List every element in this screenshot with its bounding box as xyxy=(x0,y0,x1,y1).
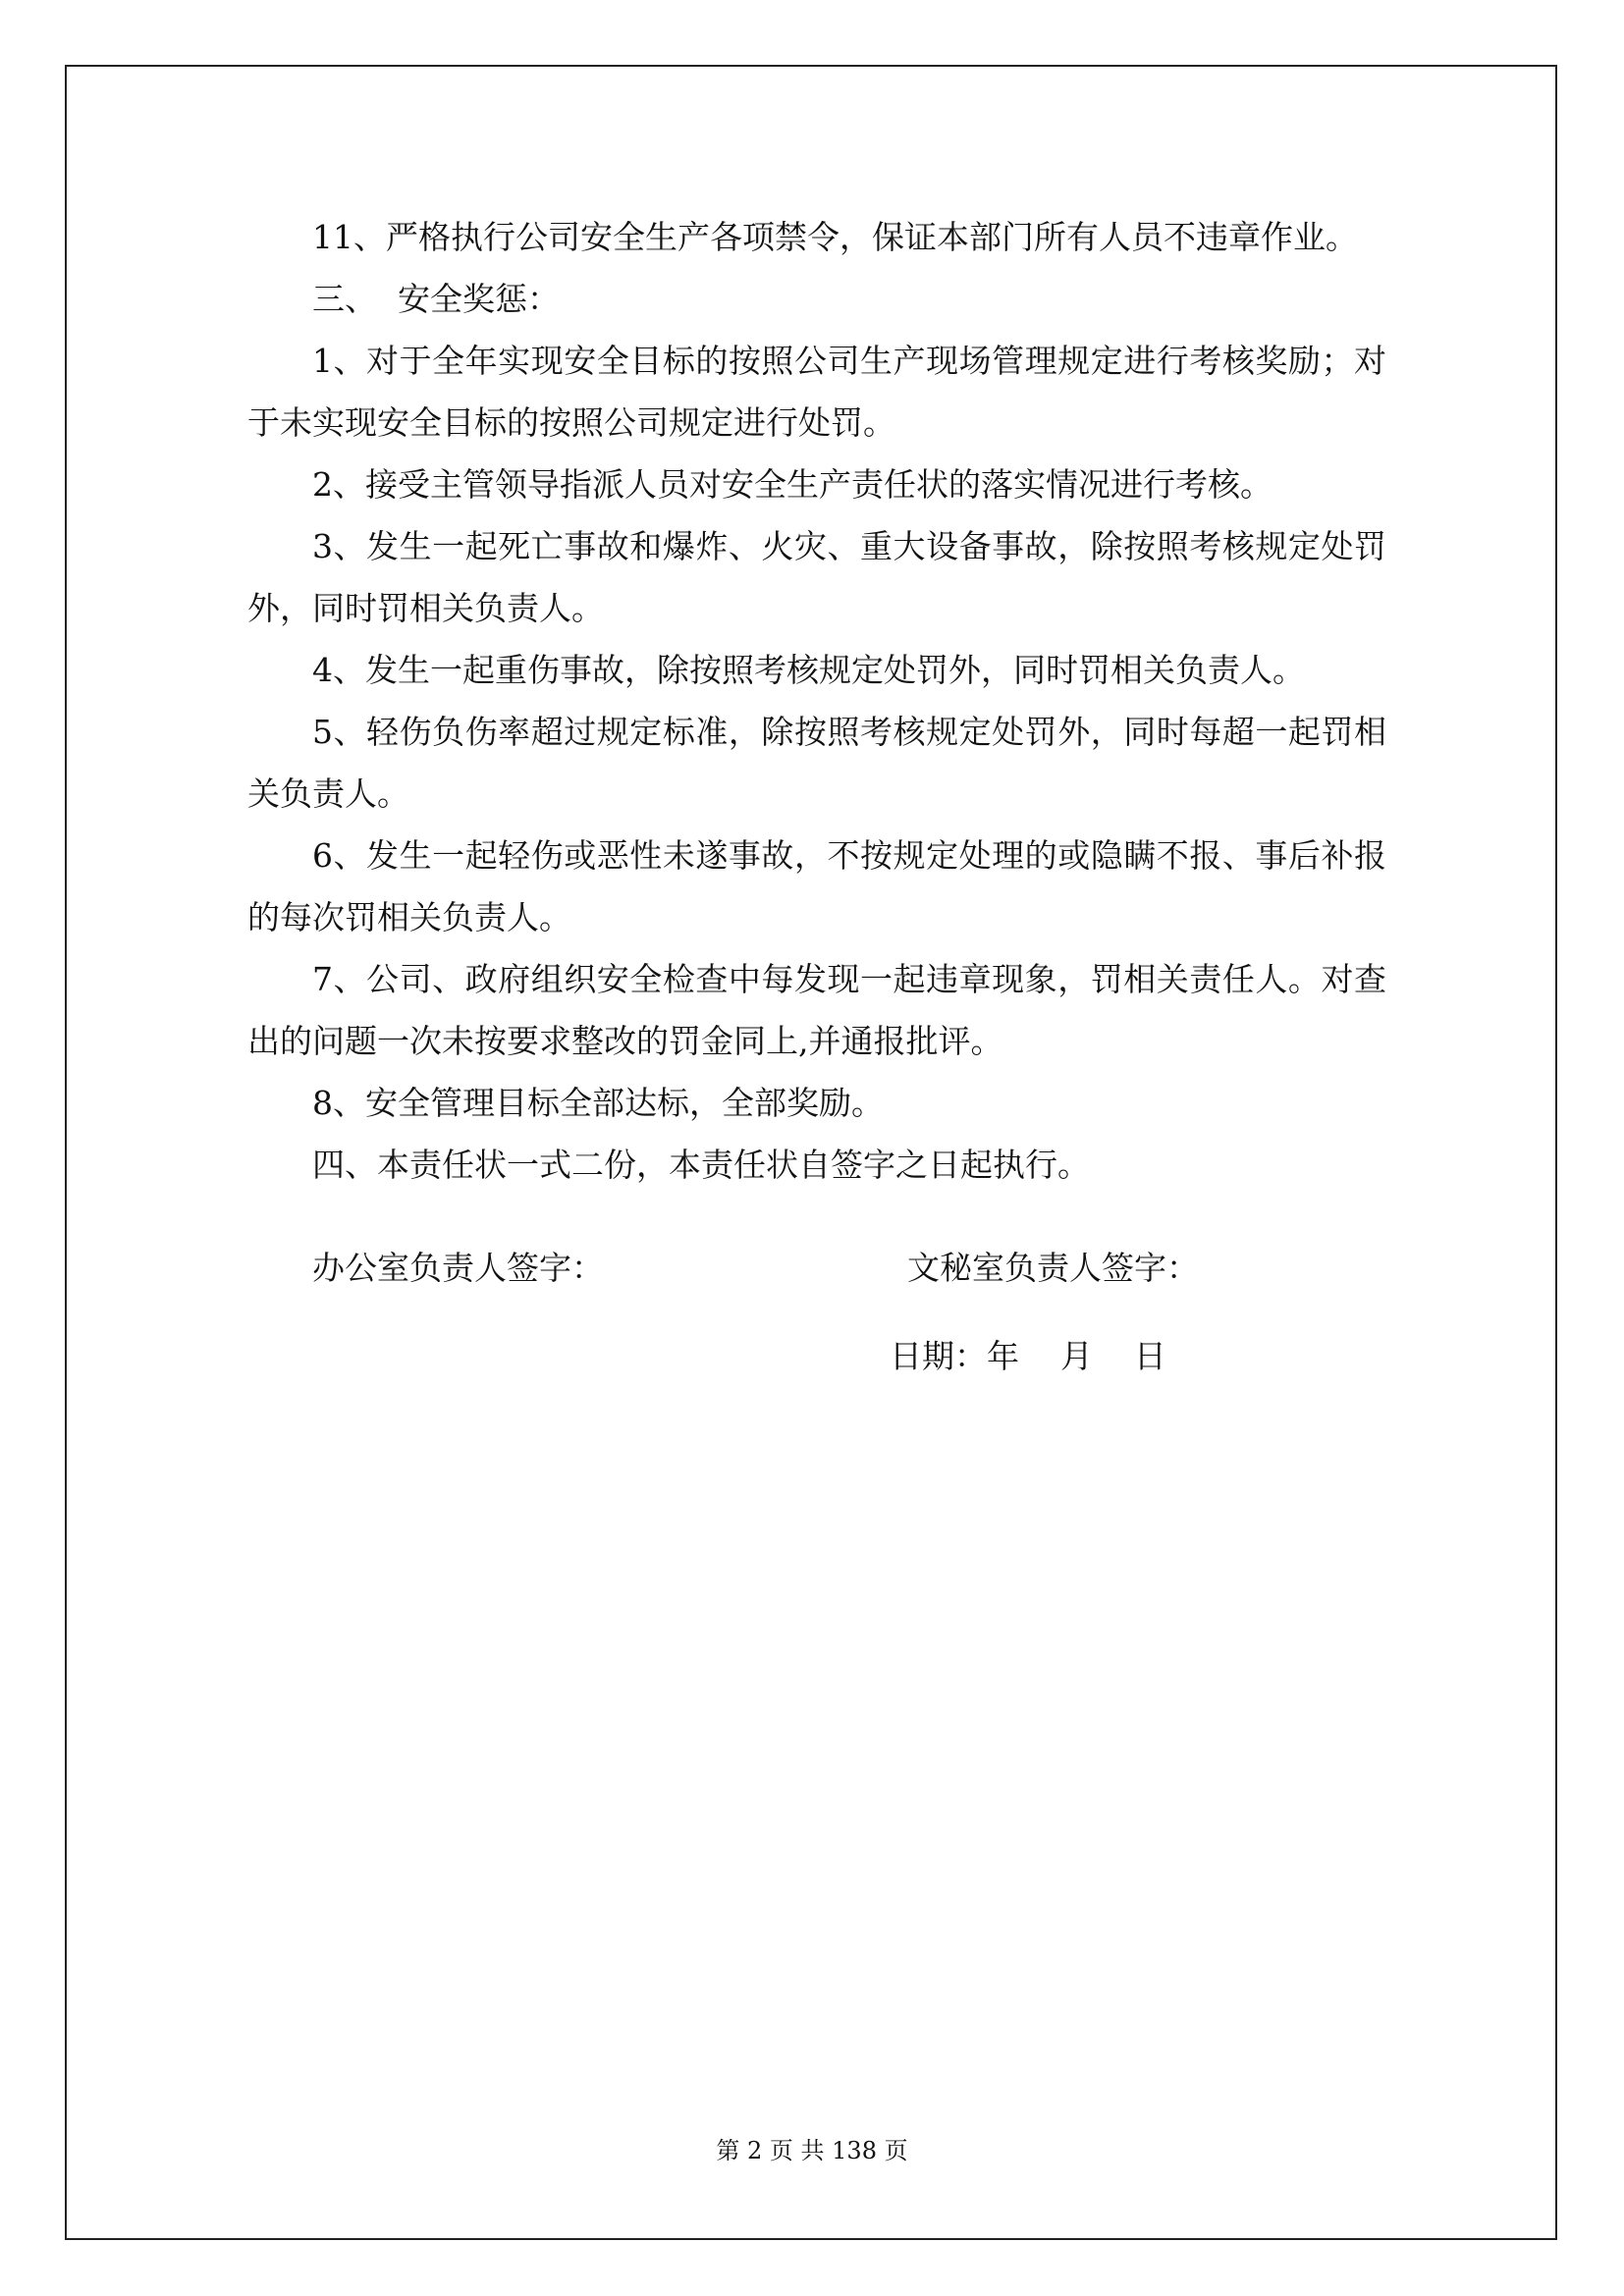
document-body xyxy=(247,206,1386,1196)
office-head-signature-label: 办公室负责人签字： xyxy=(312,1249,604,1287)
paragraph-reward-6: 6、发生一起轻伤或恶性未遂事故，不按规定处理的或隐瞒不报、事后补报的每次罚相关负责人。 xyxy=(247,836,1386,936)
paragraph-reward-5: 5、轻伤负伤率超过规定标准，除按照考核规定处罚外，同时每超一起罚相关负责人。 xyxy=(247,713,1386,813)
paragraph-reward-4: 4、发生一起重伤事故，除按照考核规定处罚外，同时罚相关负责人。 xyxy=(312,651,1305,689)
paragraph-11: 11、严格执行公司安全生产各项禁令，保证本部门所有人员不违章作业。 xyxy=(312,218,1358,256)
paragraph-reward-2: 2、接受主管领导指派人员对安全生产责任状的落实情况进行考核。 xyxy=(312,465,1272,504)
date-line: 日期：年 月 日 xyxy=(890,1337,1166,1375)
secretariat-head-signature-label: 文秘室负责人签字： xyxy=(907,1249,1199,1287)
paragraph-reward-3: 3、发生一起死亡事故和爆炸、火灾、重大设备事故，除按照考核规定处罚外，同时罚相关负责人。 xyxy=(247,527,1386,627)
section-heading-rewards-penalties: 三、 安全奖惩： xyxy=(312,280,560,318)
paragraph-reward-8: 8、安全管理目标全部达标，全部奖励。 xyxy=(312,1084,884,1122)
paragraph-reward-7: 7、公司、政府组织安全检查中每发现一起违章现象，罚相关责任人。对查出的问题一次未按要求整改的罚金同上,并通报批评。 xyxy=(247,960,1386,1060)
paragraph-reward-1: 1、对于全年实现安全目标的按照公司生产现场管理规定进行考核奖励；对于未实现安全目标的按照公司规定进行处罚。 xyxy=(247,342,1386,442)
paragraph-section-4: 四、本责任状一式二份，本责任状自签字之日起执行。 xyxy=(312,1146,1090,1184)
page-footer: 第 2 页 共 138 页 xyxy=(716,2137,908,2164)
